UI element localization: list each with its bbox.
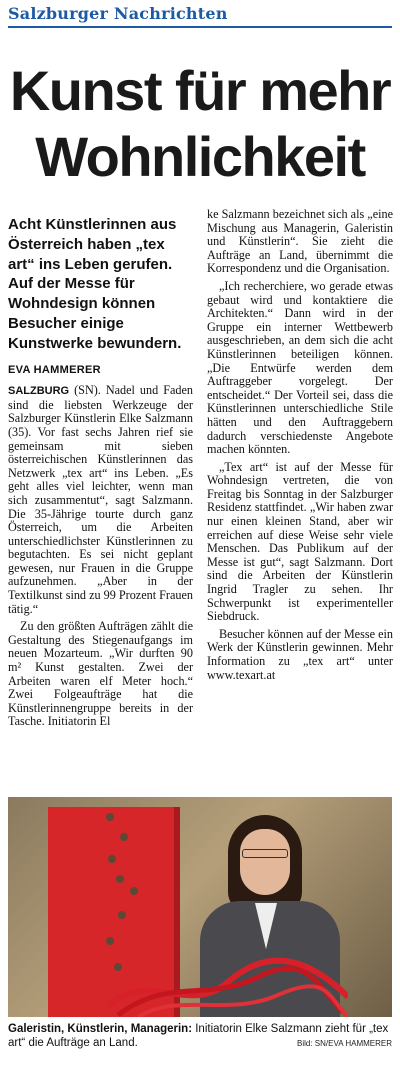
red-wire-sculpture [108, 947, 348, 1017]
right-column [207, 208, 393, 682]
masthead-logo: Salzburger Nachrichten [8, 4, 228, 23]
author-byline: EVA HAMMERER [8, 363, 101, 376]
caption-text: Initiatorin Elke Salzmann zieht für „tex art“ die Aufträge an Land. [8, 1023, 389, 1049]
article-paragraph-3: „Ich recherchiere, wo gerade etwas gebaut wird und kontaktiere die Architekten.“ Dann wird in der Gruppe ein interner Wettbewerb ausgeschrieben, an dem sich die acht Künstlerinnen beteiligen können. „Die Entwürfe werden dem Auftraggeber vorgelegt. Der entscheidet.“ Der Vorteil sei, dass die Künstlerinnen unterschiedliche Stile hätten und den Auftraggebern dadurch verschiedenste Angebote machen könnten. [207, 278, 393, 457]
dateline: SALZBURG [8, 385, 70, 398]
lead-paragraph: Acht Künstlerinnen aus Österreich haben „tex art“ ins Leben gerufen. Auf der Messe für Wohndesign können Besucher einige Kunstwerke bewundern. [8, 216, 182, 352]
article-photo [8, 797, 392, 1017]
glasses-icon [242, 849, 288, 858]
headline-line-2: Wohnlichkeit [35, 125, 365, 188]
article-paragraph-2-continued: ke Salzmann bezeichnet sich als „eine Mischung aus Managerin, Galeristin und Künstlerin“. Sie zieht die Aufträge an Land, übernimmt die Korrespondenz und die Organisation. [207, 207, 393, 276]
article-paragraph-2: Zu den größten Aufträgen zählt die Gestaltung des Stiegenaufgangs im neuen Mozarteum. „Wir durften 90 m² Kunst gestalten. Zwei der Arbeiten waren elf Meter hoch.“ Zwei Folgeaufträge hat die Künstlerinnengruppe bereits in der Tasche. Initiatorin El [8, 619, 193, 729]
headline-line-1: Kunst für mehr [9, 59, 391, 122]
article-paragraph-5: Besucher können auf der Messe ein Werk der Künstlerin gewinnen. Mehr Information zu „tex art“ unter www.texart.at [207, 626, 393, 682]
paragraph-1-text: (SN). Nadel und Faden sind die liebsten Werkzeuge der Salzburger Künstlerin Elke Salzmann (35). Vor fast sechs Jahren rief sie gemeinsam mit sieben österreichischen Künstlerinnen das Netzwerk „tex art“ ins Leben. „Es geht alles viel leichter, wenn man sich zusammentut“, sagt Salzmann. Die 35-Jährige tourte durch ganz Österreich, um die Arbeiten unterschiedlichster Künstlerinnen zu begutachten. Es sei nicht geplant gewesen, nur Frauen in die Gruppe aufzunehmen. „Aber in der Textilkunst sind zu 99 Prozent Frauen tätig.“ [8, 383, 193, 616]
article-paragraph-4: „Tex art“ ist auf der Messe für Wohndesign vertreten, die von Freitag bis Sonntag in der Salzburger Residenz stattfindet. „Wir haben zwar nur einen kleinen Stand, aber wir erreichen auf diese Weise sehr viele Menschen. Das Publikum auf der Messe ist gut“, sagt Salzmann. Dort sind die Arbeiten der Künstlerin Ingrid Tragler zu sehen. Ihr Schwerpunkt ist experimenteller Siebdruck. [207, 459, 393, 624]
masthead [8, 4, 392, 28]
article-paragraph-1 [8, 384, 193, 616]
photo-credit: Bild: SN/EVA HAMMERER [297, 1039, 392, 1048]
caption-lead: Galeristin, Künstlerin, Managerin: [8, 1023, 193, 1035]
headline [0, 58, 400, 190]
left-column [8, 212, 193, 729]
